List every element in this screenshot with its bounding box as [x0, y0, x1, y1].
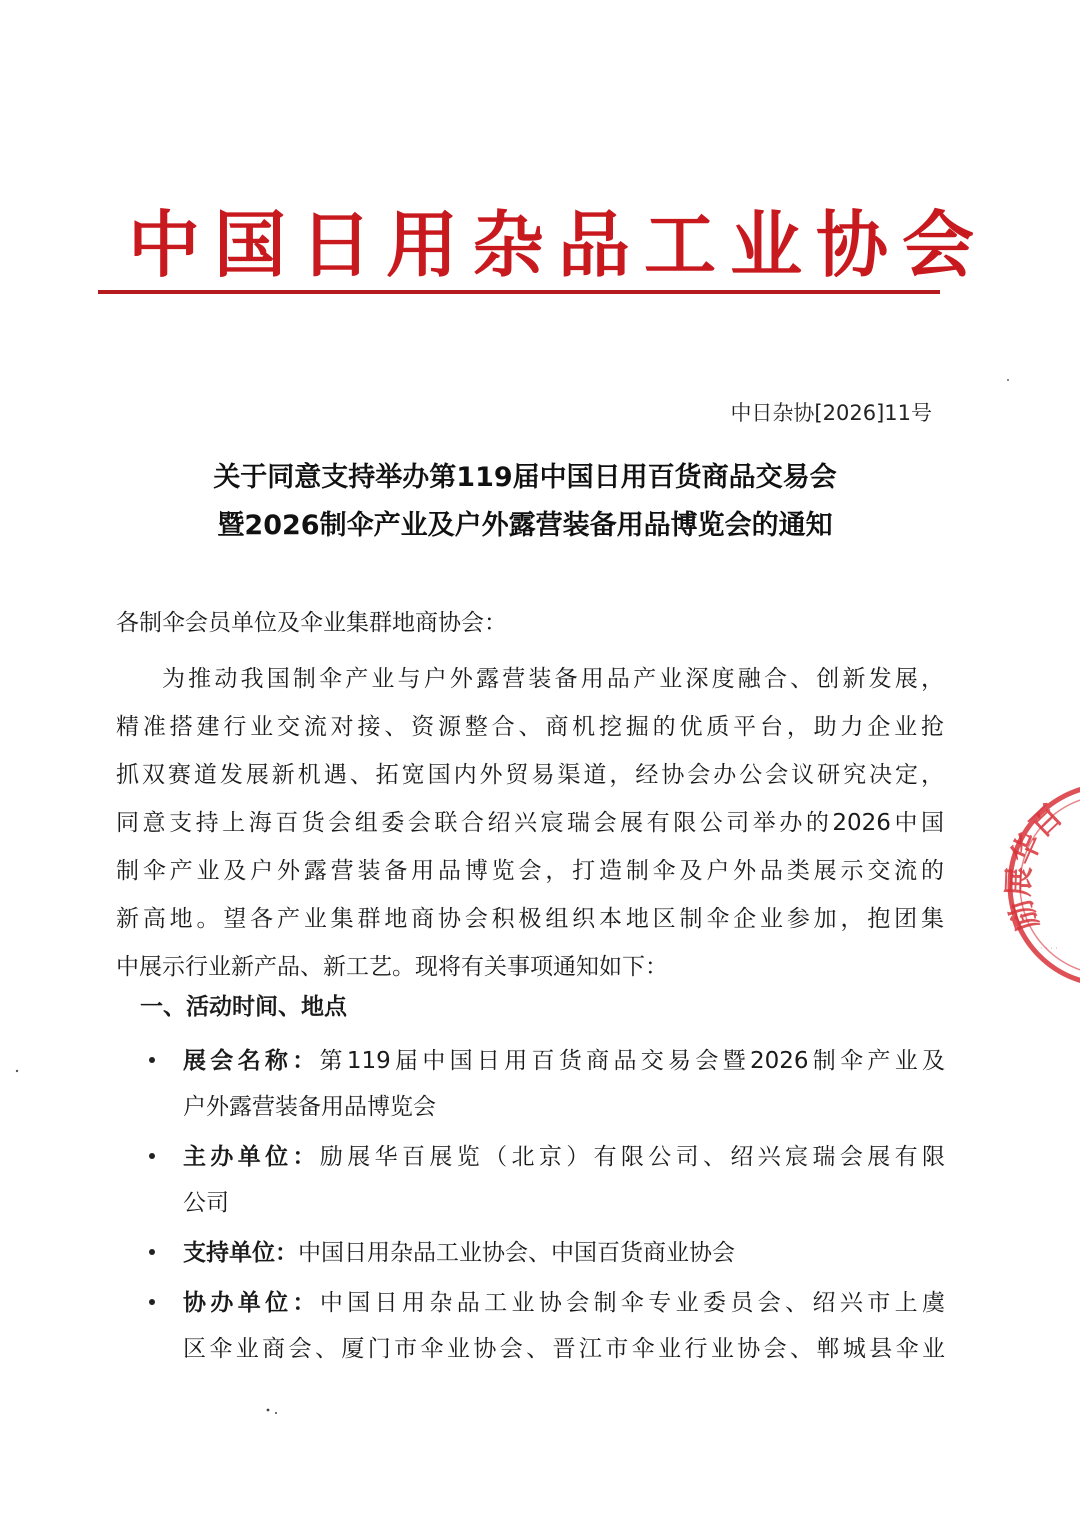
list-item-line	[183, 1280, 945, 1326]
document-number: 中日杂协[2026]11号	[730, 401, 932, 425]
letterhead-red-rule	[98, 290, 940, 294]
notice-title-line-2: 暨2026制伞产业及户外露营装备用品博览会的通知	[217, 510, 833, 541]
paragraph-line: 新高地。望各产业集群地商协会积极组织本地区制伞企业参加，抱团集	[116, 906, 944, 932]
list-item-label: 支持单位：	[183, 1240, 298, 1266]
bullet-dot-icon	[149, 1153, 155, 1159]
list-item-line: 户外露营装备用品博览会	[183, 1094, 436, 1120]
paragraph-line: 精准搭建行业交流对接、资源整合、商机挖掘的优质平台，助力企业抢	[116, 714, 944, 740]
list-item-text: 第119届中国日用百货商品交易会暨2026制伞产业及	[319, 1048, 945, 1074]
list-item-line: 区伞业商会、厦门市伞业协会、晋江市伞业行业协会、郸城县伞业	[183, 1336, 945, 1362]
list-item-label: 展会名称：	[183, 1048, 320, 1074]
list-item-text: 励展华百展览（北京）有限公司、绍兴宸瑞会展有限	[319, 1144, 946, 1170]
list-item-line	[183, 1230, 945, 1276]
event-details-list	[145, 1038, 945, 1376]
paragraph-line: 制伞产业及户外露营装备用品博览会，打造制伞及户外品类展示交流的	[116, 858, 944, 884]
body-paragraph	[116, 655, 944, 991]
notice-title-line-1: 关于同意支持举办第119届中国日用百货商品交易会	[213, 462, 837, 493]
paragraph-line: 中展示行业新产品、新工艺。现将有关事项通知如下：	[116, 954, 668, 980]
list-item-line	[183, 1134, 945, 1180]
svg-text:· · · ·: · · · ·	[1040, 944, 1058, 953]
list-item-label: 主办单位：	[183, 1144, 320, 1170]
list-item	[145, 1230, 945, 1276]
list-item-line	[183, 1038, 945, 1084]
bullet-dot-icon	[149, 1057, 155, 1063]
paragraph-line: 同意支持上海百货会组委会联合绍兴宸瑞会展有限公司举办的2026中国	[116, 810, 944, 836]
list-item	[145, 1134, 945, 1226]
section-heading: 一、活动时间、地点	[140, 994, 347, 1020]
bullet-dot-icon	[149, 1299, 155, 1305]
list-item-text: 中国日用杂品工业协会制伞专业委员会、绍兴市上虞	[319, 1290, 946, 1316]
bullet-dot-icon	[149, 1249, 155, 1255]
list-item	[145, 1280, 945, 1372]
paragraph-line: 抓双赛道发展新机遇、拓宽国内外贸易渠道，经协会办公会议研究决定，	[116, 762, 944, 788]
list-item	[145, 1038, 945, 1130]
list-item-line: 公司	[183, 1190, 229, 1216]
list-item-text: 中国日用杂品工业协会、中国百货商业协会	[298, 1240, 735, 1266]
salutation: 各制伞会员单位及伞业集群地商协会：	[116, 610, 507, 636]
seal-text: 励展华百	[1001, 798, 1070, 935]
svg-text:励展华百	[1001, 799, 1069, 935]
official-seal-icon	[1000, 775, 1080, 995]
list-item-label: 协办单位：	[183, 1290, 320, 1316]
paragraph-line: 为推动我国制伞产业与户外露营装备用品产业深度融合、创新发展，	[162, 666, 944, 692]
letterhead-title: 中国日用杂品工业协会	[128, 202, 989, 287]
